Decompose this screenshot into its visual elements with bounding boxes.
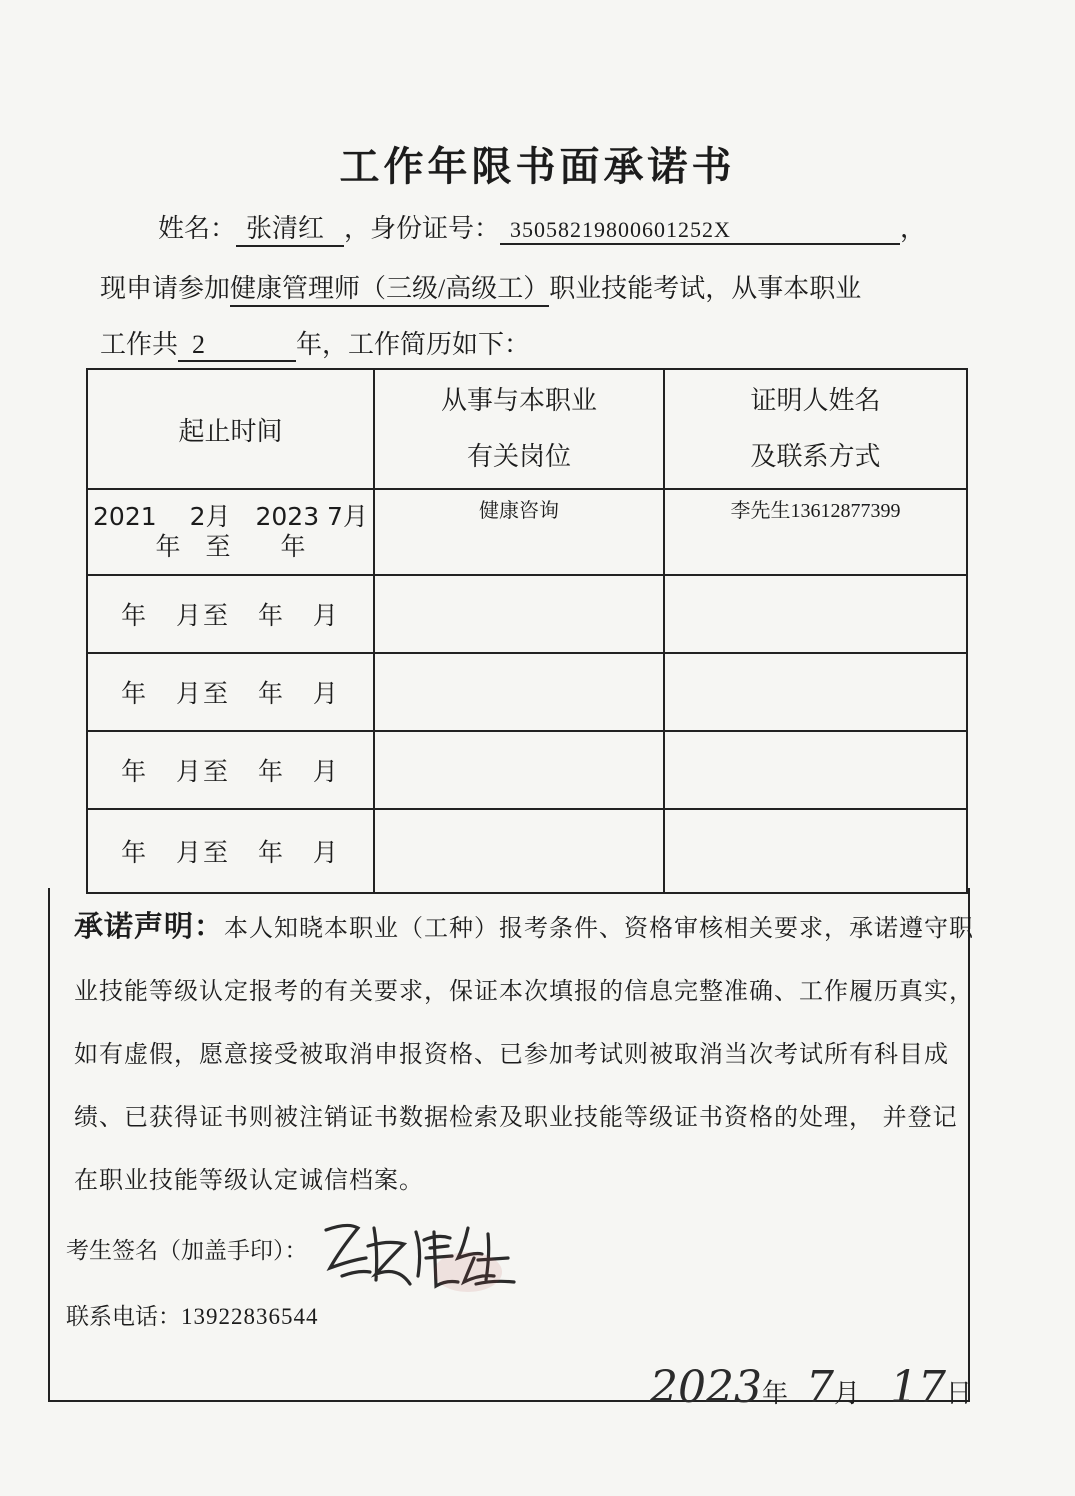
period-line2: 年 至 年 [155,532,306,561]
years-field: 2 [178,330,296,362]
reference-cell [664,653,967,731]
phone-label: 联系电话： [66,1304,181,1330]
table-row [87,489,967,575]
years-line [100,324,530,362]
id-suffix: ， [900,214,927,244]
name-label: 姓名： [158,214,237,244]
declaration-body: 本人知晓本职业（工种）报考条件、资格审核相关要求，承诺遵守职业技能等级认定报考的有关要求，保证本次填报的信息完整准确、工作履历真实，如有虚假，愿意接受被取消申报资格、已参加考试则被取消当次考试所有科目成绩、已获得证书则被注销证书数据检索及职业技能等级证书资格的处理， 并登记在职业技能等级认定诚信档案。 [74,914,975,1194]
years-prefix: 工作共 [100,330,179,360]
id-label: ，身份证号： [344,214,501,244]
name-field: 张清红 [236,208,344,247]
header-reference-line2: 及联系方式 [750,442,881,472]
table-header-row [87,369,967,489]
date-year-label: 年 [761,1379,788,1409]
period-cell: 年 月至 年 月 [87,809,374,893]
apply-line [100,268,861,307]
reference-cell [664,809,967,893]
table-row [87,731,967,809]
table-row [87,575,967,653]
header-position-line2: 有关岗位 [466,442,571,472]
signature-name: 张清红 [318,1210,321,1211]
date-line [650,1362,972,1413]
reference-cell [664,731,967,809]
exam-field: 健康管理师（三级/高级工） [230,268,549,307]
reference-cell [664,575,967,653]
table-row [87,809,967,893]
phone-line [66,1298,319,1331]
position-cell [374,575,664,653]
declaration-heading: 承诺声明： [74,909,225,943]
position-cell [374,653,664,731]
date-month-label: 月 [834,1379,861,1409]
period-cell: 年 月至 年 月 [87,653,374,731]
table-row [87,653,967,731]
period-cell: 年 月至 年 月 [87,731,374,809]
work-history-table [86,368,968,894]
period-cell [87,489,374,575]
position-cell: 健康咨询 [374,489,664,575]
phone-value: 13922836544 [181,1304,319,1329]
declaration-text [74,895,974,1212]
header-position [374,369,664,489]
id-number-field: 35058219800601252X [500,217,900,245]
signature-image [318,1210,518,1300]
position-cell [374,809,664,893]
header-reference [664,369,967,489]
period-line1: 2021 2月 2023 7月 [93,502,368,531]
apply-prefix: 现申请参加 [100,274,231,304]
date-year: 2023 [650,1362,762,1413]
apply-suffix: 职业技能考试，从事本职业 [549,274,862,304]
years-suffix: 年，工作简历如下： [296,330,531,360]
page-title: 工作年限书面承诺书 [339,144,736,190]
signature-label: 考生签名（加盖手印）： [66,1238,308,1264]
name-id-line [158,208,926,247]
header-reference-line1: 证明人姓名 [750,386,881,416]
date-day-label: 日 [946,1379,973,1409]
date-day: 17 [890,1362,947,1413]
date-month: 7 [806,1362,834,1413]
period-cell: 年 月至 年 月 [87,575,374,653]
header-period: 起止时间 [87,369,374,489]
header-position-line1: 从事与本职业 [440,386,597,416]
reference-cell: 李先生13612877399 [664,489,967,575]
position-cell [374,731,664,809]
